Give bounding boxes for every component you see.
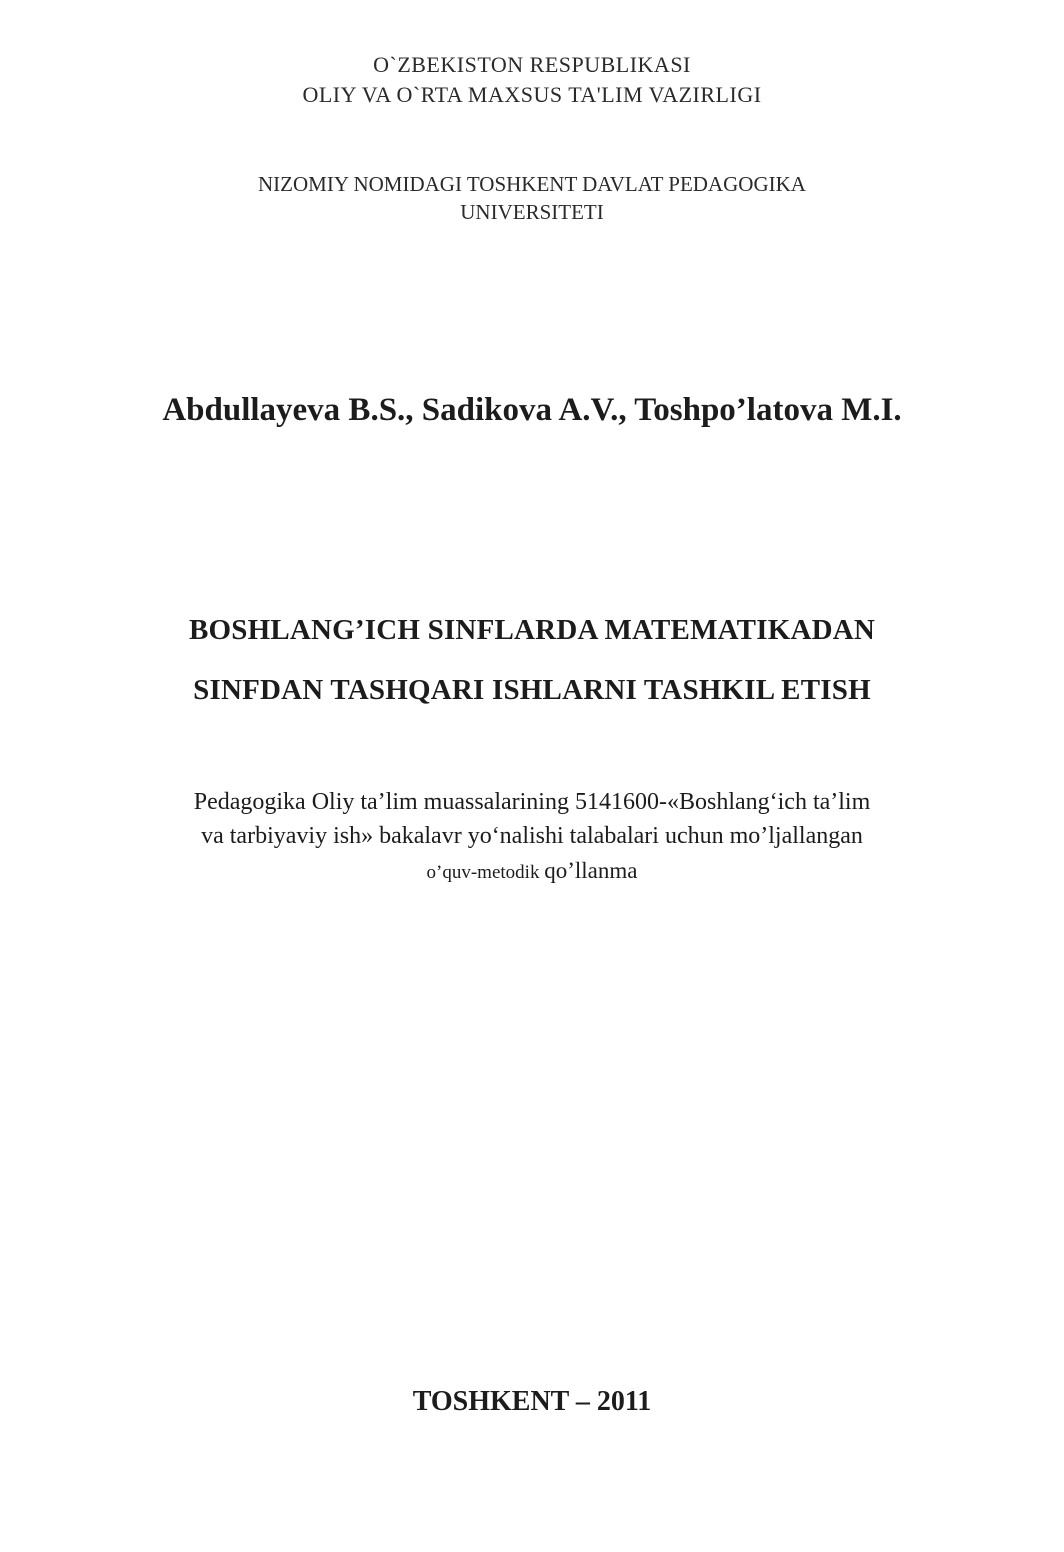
- description-line-3: [0, 858, 1064, 884]
- description-line-2: va tarbiyaviy ish» bakalavr yo‘nalishi talabalari uchun mo’ljallangan: [201, 823, 863, 849]
- university-name-line: NIZOMIY NOMIDAGI TOSHKENT DAVLAT PEDAGOGIKA: [258, 172, 806, 196]
- university-name-line-2: UNIVERSITETI: [460, 200, 604, 224]
- ministry-country-line: O`ZBEKISTON RESPUBLIKASI: [373, 52, 691, 77]
- book-title-line-1: BOSHLANG’ICH SINFLARDA MATEMATIKADAN: [188, 614, 876, 646]
- authors: Abdullayeva B.S., Sadikova A.V., Toshpo’latova M.I.: [162, 392, 902, 428]
- city-year: TOSHKENT – 2011: [412, 1386, 652, 1417]
- ministry-name-line: OLIY VA O`RTA MAXSUS TA'LIM VAZIRLIGI: [302, 82, 762, 107]
- description-line-3-part-1: o’quv-metodik: [426, 862, 545, 883]
- description-line-1: Pedagogika Oliy ta’lim muassalarining 5141600-«Boshlang‘ich ta’lim: [193, 789, 871, 815]
- book-title-line-2: SINFDAN TASHQARI ISHLARNI TASHKIL ETISH: [193, 674, 871, 706]
- description-line-3-part-2: qo’llanma: [544, 858, 638, 883]
